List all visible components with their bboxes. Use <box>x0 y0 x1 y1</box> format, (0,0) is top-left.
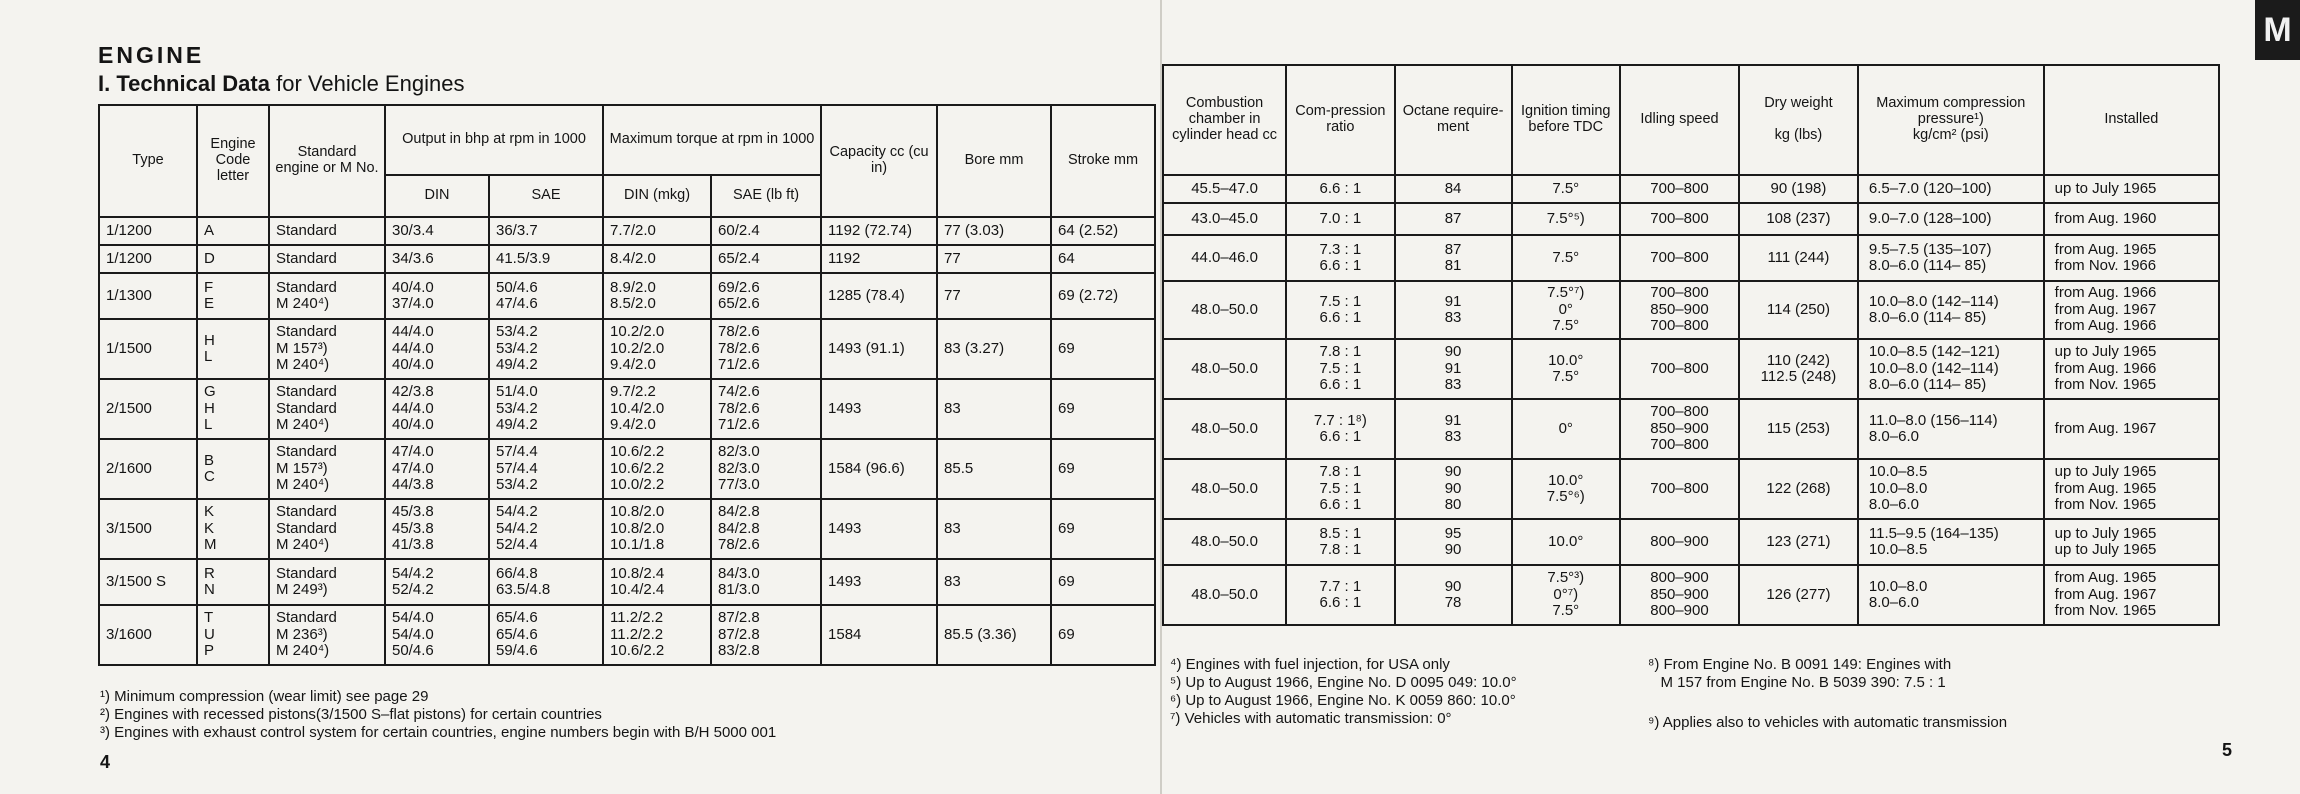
header-torque: Maximum torque at rpm in 1000 <box>603 105 821 175</box>
cell-chamber: 48.0–50.0 <box>1163 519 1286 565</box>
cell-type: 1/1200 <box>99 245 197 273</box>
cell-pressure: 10.0–8.0 (142–114) 8.0–6.0 (114– 85) <box>1858 281 2044 339</box>
cell-capacity: 1192 <box>821 245 937 273</box>
cell-installed: up to July 1965 from Aug. 1965 from Nov. 1965 <box>2044 459 2219 519</box>
cell-chamber: 43.0–45.0 <box>1163 203 1286 235</box>
cell-code: R N <box>197 559 269 605</box>
cell-chamber: 48.0–50.0 <box>1163 281 1286 339</box>
cell-ignition: 7.5°⁷) 0° 7.5° <box>1512 281 1621 339</box>
cell-torque-din: 11.2/2.2 11.2/2.2 10.6/2.2 <box>603 605 711 665</box>
cell-type: 1/1500 <box>99 319 197 379</box>
cell-output-din: 42/3.8 44/4.0 40/4.0 <box>385 379 489 439</box>
table-row <box>99 559 1155 605</box>
cell-standard: Standard <box>269 217 385 245</box>
cell-installed: from Aug. 1965 from Nov. 1966 <box>2044 235 2219 281</box>
cell-bore: 85.5 <box>937 439 1051 499</box>
cell-octane: 91 83 <box>1395 399 1512 459</box>
cell-output-din: 45/3.8 45/3.8 41/3.8 <box>385 499 489 559</box>
cell-weight: 123 (271) <box>1739 519 1858 565</box>
cell-type: 2/1500 <box>99 379 197 439</box>
footnote: ⁵) Up to August 1966, Engine No. D 0095 049: 10.0° <box>1170 674 1517 691</box>
cell-ratio: 7.7 : 1⁸) 6.6 : 1 <box>1286 399 1395 459</box>
cell-capacity: 1493 <box>821 559 937 605</box>
table-row <box>99 273 1155 319</box>
cell-installed: from Aug. 1966 from Aug. 1967 from Aug. 1966 <box>2044 281 2219 339</box>
cell-stroke: 64 (2.52) <box>1051 217 1155 245</box>
cell-weight: 122 (268) <box>1739 459 1858 519</box>
cell-capacity: 1584 (96.6) <box>821 439 937 499</box>
cell-octane: 84 <box>1395 175 1512 203</box>
header-dry-weight: Dry weight kg (lbs) <box>1739 65 1858 175</box>
footnote: ²) Engines with recessed pistons(3/1500 S–flat pistons) for certain countries <box>100 706 602 723</box>
cell-torque-sae: 65/2.4 <box>711 245 821 273</box>
header-din-mkg: DIN (mkg) <box>603 175 711 217</box>
cell-ignition: 7.5° <box>1512 235 1621 281</box>
header-sae-lbft: SAE (lb ft) <box>711 175 821 217</box>
header-sae: SAE <box>489 175 603 217</box>
cell-standard: Standard M 236³) M 240⁴) <box>269 605 385 665</box>
cell-output-din: 54/4.0 54/4.0 50/4.6 <box>385 605 489 665</box>
cell-standard: Standard M 157³) M 240⁴) <box>269 319 385 379</box>
table-row <box>99 605 1155 665</box>
cell-capacity: 1493 (91.1) <box>821 319 937 379</box>
cell-ratio: 7.0 : 1 <box>1286 203 1395 235</box>
cell-pressure: 6.5–7.0 (120–100) <box>1858 175 2044 203</box>
cell-stroke: 69 <box>1051 499 1155 559</box>
cell-bore: 77 <box>937 245 1051 273</box>
table-row <box>1163 281 2219 339</box>
cell-capacity: 1493 <box>821 499 937 559</box>
cell-installed: from Aug. 1967 <box>2044 399 2219 459</box>
cell-octane: 90 90 80 <box>1395 459 1512 519</box>
cell-torque-din: 10.8/2.0 10.8/2.0 10.1/1.8 <box>603 499 711 559</box>
cell-ignition: 0° <box>1512 399 1621 459</box>
cell-type: 1/1300 <box>99 273 197 319</box>
page-number-left: 4 <box>100 752 111 772</box>
cell-octane: 90 91 83 <box>1395 339 1512 399</box>
right-footnotes-right <box>1648 656 2007 732</box>
cell-standard: Standard <box>269 245 385 273</box>
header-din: DIN <box>385 175 489 217</box>
cell-bore: 83 <box>937 379 1051 439</box>
cell-installed: up to July 1965 <box>2044 175 2219 203</box>
cell-weight: 110 (242) 112.5 (248) <box>1739 339 1858 399</box>
cell-standard: Standard Standard M 240⁴) <box>269 499 385 559</box>
cell-pressure: 10.0–8.5 (142–121) 10.0–8.0 (142–114) 8.0–6.0 (114– 85) <box>1858 339 2044 399</box>
cell-standard: Standard M 249³) <box>269 559 385 605</box>
cell-code: A <box>197 217 269 245</box>
cell-ratio: 7.8 : 1 7.5 : 1 6.6 : 1 <box>1286 459 1395 519</box>
cell-code: K K M <box>197 499 269 559</box>
footnote: ⁴) Engines with fuel injection, for USA only <box>1170 656 1450 673</box>
cell-octane: 95 90 <box>1395 519 1512 565</box>
cell-stroke: 69 <box>1051 379 1155 439</box>
cell-idling: 800–900 850–900 800–900 <box>1620 565 1739 625</box>
left-footnotes <box>100 688 776 742</box>
table-row <box>1163 519 2219 565</box>
cell-stroke: 69 <box>1051 439 1155 499</box>
cell-torque-sae: 84/3.0 81/3.0 <box>711 559 821 605</box>
table-subtitle <box>98 71 464 97</box>
cell-bore: 83 <box>937 499 1051 559</box>
cell-code: H L <box>197 319 269 379</box>
cell-bore: 83 <box>937 559 1051 605</box>
footnote: ⁹) Applies also to vehicles with automatic transmission <box>1648 714 2008 731</box>
cell-chamber: 48.0–50.0 <box>1163 565 1286 625</box>
cell-type: 3/1500 S <box>99 559 197 605</box>
cell-chamber: 48.0–50.0 <box>1163 459 1286 519</box>
cell-output-sae: 57/4.4 57/4.4 53/4.2 <box>489 439 603 499</box>
cell-weight: 90 (198) <box>1739 175 1858 203</box>
cell-bore: 85.5 (3.36) <box>937 605 1051 665</box>
cell-torque-sae: 74/2.6 78/2.6 71/2.6 <box>711 379 821 439</box>
cell-output-din: 34/3.6 <box>385 245 489 273</box>
cell-pressure: 9.0–7.0 (128–100) <box>1858 203 2044 235</box>
footnote: ⁶) Up to August 1966, Engine No. K 0059 860: 10.0° <box>1170 692 1516 709</box>
cell-torque-sae: 87/2.8 87/2.8 83/2.8 <box>711 605 821 665</box>
cell-torque-din: 8.9/2.0 8.5/2.0 <box>603 273 711 319</box>
cell-stroke: 69 <box>1051 319 1155 379</box>
cell-idling: 700–800 850–900 700–800 <box>1620 399 1739 459</box>
table-row <box>1163 565 2219 625</box>
cell-type: 2/1600 <box>99 439 197 499</box>
right-footnotes-left <box>1170 656 1517 728</box>
cell-output-sae: 41.5/3.9 <box>489 245 603 273</box>
cell-output-din: 47/4.0 47/4.0 44/3.8 <box>385 439 489 499</box>
cell-pressure: 11.0–8.0 (156–114) 8.0–6.0 <box>1858 399 2044 459</box>
cell-chamber: 48.0–50.0 <box>1163 339 1286 399</box>
table-row <box>99 217 1155 245</box>
footnote: ¹) Minimum compression (wear limit) see page 29 <box>100 688 429 705</box>
cell-output-sae: 50/4.6 47/4.6 <box>489 273 603 319</box>
cell-stroke: 69 (2.72) <box>1051 273 1155 319</box>
cell-standard: Standard M 240⁴) <box>269 273 385 319</box>
footnote: ⁷) Vehicles with automatic transmission: 0° <box>1170 710 1452 727</box>
cell-output-sae: 36/3.7 <box>489 217 603 245</box>
section-title: ENGINE <box>98 42 205 68</box>
header-code: Engine Code letter <box>197 105 269 217</box>
subtitle-bold: I. Technical Data <box>98 71 270 96</box>
footnote: ⁸) From Engine No. B 0091 149: Engines with <box>1648 656 1952 673</box>
cell-weight: 108 (237) <box>1739 203 1858 235</box>
cell-pressure: 11.5–9.5 (164–135) 10.0–8.5 <box>1858 519 2044 565</box>
cell-bore: 77 <box>937 273 1051 319</box>
engine-specs-table <box>1162 64 2220 626</box>
cell-torque-din: 10.8/2.4 10.4/2.4 <box>603 559 711 605</box>
cell-weight: 115 (253) <box>1739 399 1858 459</box>
cell-bore: 83 (3.27) <box>937 319 1051 379</box>
cell-weight: 114 (250) <box>1739 281 1858 339</box>
table-row <box>99 319 1155 379</box>
cell-torque-sae: 69/2.6 65/2.6 <box>711 273 821 319</box>
cell-ignition: 7.5°³) 0°⁷) 7.5° <box>1512 565 1621 625</box>
cell-torque-din: 8.4/2.0 <box>603 245 711 273</box>
table-row <box>1163 175 2219 203</box>
cell-idling: 700–800 <box>1620 339 1739 399</box>
table-row <box>1163 203 2219 235</box>
header-bore: Bore mm <box>937 105 1051 217</box>
cell-ratio: 7.7 : 1 6.6 : 1 <box>1286 565 1395 625</box>
cell-bore: 77 (3.03) <box>937 217 1051 245</box>
cell-torque-din: 7.7/2.0 <box>603 217 711 245</box>
cell-standard: Standard M 157³) M 240⁴) <box>269 439 385 499</box>
cell-torque-din: 9.7/2.2 10.4/2.0 9.4/2.0 <box>603 379 711 439</box>
cell-capacity: 1192 (72.74) <box>821 217 937 245</box>
cell-idling: 700–800 <box>1620 459 1739 519</box>
cell-output-sae: 54/4.2 54/4.2 52/4.4 <box>489 499 603 559</box>
cell-torque-sae: 78/2.6 78/2.6 71/2.6 <box>711 319 821 379</box>
cell-weight: 126 (277) <box>1739 565 1858 625</box>
header-output: Output in bhp at rpm in 1000 <box>385 105 603 175</box>
table-row <box>99 499 1155 559</box>
cell-stroke: 69 <box>1051 605 1155 665</box>
cell-idling: 700–800 <box>1620 175 1739 203</box>
header-stroke: Stroke mm <box>1051 105 1155 217</box>
table-row <box>1163 235 2219 281</box>
cell-ratio: 6.6 : 1 <box>1286 175 1395 203</box>
cell-chamber: 45.5–47.0 <box>1163 175 1286 203</box>
cell-weight: 111 (244) <box>1739 235 1858 281</box>
cell-type: 3/1600 <box>99 605 197 665</box>
cell-code: T U P <box>197 605 269 665</box>
table-row <box>1163 399 2219 459</box>
cell-output-sae: 51/4.0 53/4.2 49/4.2 <box>489 379 603 439</box>
header-compression-ratio: Com-pression ratio <box>1286 65 1395 175</box>
cell-capacity: 1285 (78.4) <box>821 273 937 319</box>
cell-pressure: 9.5–7.5 (135–107) 8.0–6.0 (114– 85) <box>1858 235 2044 281</box>
header-octane: Octane require-ment <box>1395 65 1512 175</box>
cell-output-sae: 53/4.2 53/4.2 49/4.2 <box>489 319 603 379</box>
cell-pressure: 10.0–8.5 10.0–8.0 8.0–6.0 <box>1858 459 2044 519</box>
cell-idling: 700–800 <box>1620 235 1739 281</box>
cell-standard: Standard Standard M 240⁴) <box>269 379 385 439</box>
header-type: Type <box>99 105 197 217</box>
cell-installed: up to July 1965 from Aug. 1966 from Nov. 1965 <box>2044 339 2219 399</box>
cell-code: B C <box>197 439 269 499</box>
cell-octane: 90 78 <box>1395 565 1512 625</box>
cell-output-din: 30/3.4 <box>385 217 489 245</box>
footnote: ³) Engines with exhaust control system for certain countries, engine numbers begin with B/H 5000 001 <box>100 724 777 741</box>
header-installed: Installed <box>2044 65 2219 175</box>
cell-torque-din: 10.2/2.0 10.2/2.0 9.4/2.0 <box>603 319 711 379</box>
cell-output-sae: 65/4.6 65/4.6 59/4.6 <box>489 605 603 665</box>
header-standard: Standard engine or M No. <box>269 105 385 217</box>
cell-ignition: 10.0° 7.5°⁶) <box>1512 459 1621 519</box>
cell-ignition: 7.5°⁵) <box>1512 203 1621 235</box>
header-capacity: Capacity cc (cu in) <box>821 105 937 217</box>
table-row <box>99 439 1155 499</box>
cell-torque-sae: 60/2.4 <box>711 217 821 245</box>
table-row <box>99 379 1155 439</box>
cell-code: G H L <box>197 379 269 439</box>
cell-capacity: 1584 <box>821 605 937 665</box>
cell-ignition: 10.0° 7.5° <box>1512 339 1621 399</box>
table-row <box>99 245 1155 273</box>
cell-output-din: 40/4.0 37/4.0 <box>385 273 489 319</box>
table-row <box>1163 339 2219 399</box>
subtitle-rest: for Vehicle Engines <box>269 71 465 96</box>
header-idling-speed: Idling speed <box>1620 65 1739 175</box>
header-ignition-timing: Ignition timing before TDC <box>1512 65 1621 175</box>
page-number-right: 5 <box>2222 740 2233 760</box>
cell-code: F E <box>197 273 269 319</box>
cell-type: 3/1500 <box>99 499 197 559</box>
cell-torque-sae: 84/2.8 84/2.8 78/2.6 <box>711 499 821 559</box>
cell-torque-sae: 82/3.0 82/3.0 77/3.0 <box>711 439 821 499</box>
cell-capacity: 1493 <box>821 379 937 439</box>
cell-idling: 700–800 850–900 700–800 <box>1620 281 1739 339</box>
cell-output-sae: 66/4.8 63.5/4.8 <box>489 559 603 605</box>
footnote: M 157 from Engine No. B 5039 390: 7.5 : 1 <box>1648 674 1946 691</box>
cell-ratio: 8.5 : 1 7.8 : 1 <box>1286 519 1395 565</box>
cell-octane: 91 83 <box>1395 281 1512 339</box>
technical-data-table <box>98 104 1156 666</box>
cell-pressure: 10.0–8.0 8.0–6.0 <box>1858 565 2044 625</box>
cell-chamber: 48.0–50.0 <box>1163 399 1286 459</box>
cell-torque-din: 10.6/2.2 10.6/2.2 10.0/2.2 <box>603 439 711 499</box>
header-max-compression: Maximum compression pressure¹) kg/cm² (psi) <box>1858 65 2044 175</box>
cell-ratio: 7.3 : 1 6.6 : 1 <box>1286 235 1395 281</box>
header-combustion-chamber: Combustion chamber in cylinder head cc <box>1163 65 1286 175</box>
cell-ratio: 7.5 : 1 6.6 : 1 <box>1286 281 1395 339</box>
cell-installed: from Aug. 1965 from Aug. 1967 from Nov. 1965 <box>2044 565 2219 625</box>
cell-octane: 87 81 <box>1395 235 1512 281</box>
cell-octane: 87 <box>1395 203 1512 235</box>
cell-installed: from Aug. 1960 <box>2044 203 2219 235</box>
cell-idling: 700–800 <box>1620 203 1739 235</box>
cell-idling: 800–900 <box>1620 519 1739 565</box>
cell-type: 1/1200 <box>99 217 197 245</box>
cell-code: D <box>197 245 269 273</box>
cell-installed: up to July 1965 up to July 1965 <box>2044 519 2219 565</box>
table-row <box>1163 459 2219 519</box>
cell-stroke: 64 <box>1051 245 1155 273</box>
cell-output-din: 44/4.0 44/4.0 40/4.0 <box>385 319 489 379</box>
cell-output-din: 54/4.2 52/4.2 <box>385 559 489 605</box>
cell-ignition: 10.0° <box>1512 519 1621 565</box>
cell-ignition: 7.5° <box>1512 175 1621 203</box>
cell-stroke: 69 <box>1051 559 1155 605</box>
cell-chamber: 44.0–46.0 <box>1163 235 1286 281</box>
section-tab-marker: M <box>2255 0 2300 60</box>
cell-ratio: 7.8 : 1 7.5 : 1 6.6 : 1 <box>1286 339 1395 399</box>
